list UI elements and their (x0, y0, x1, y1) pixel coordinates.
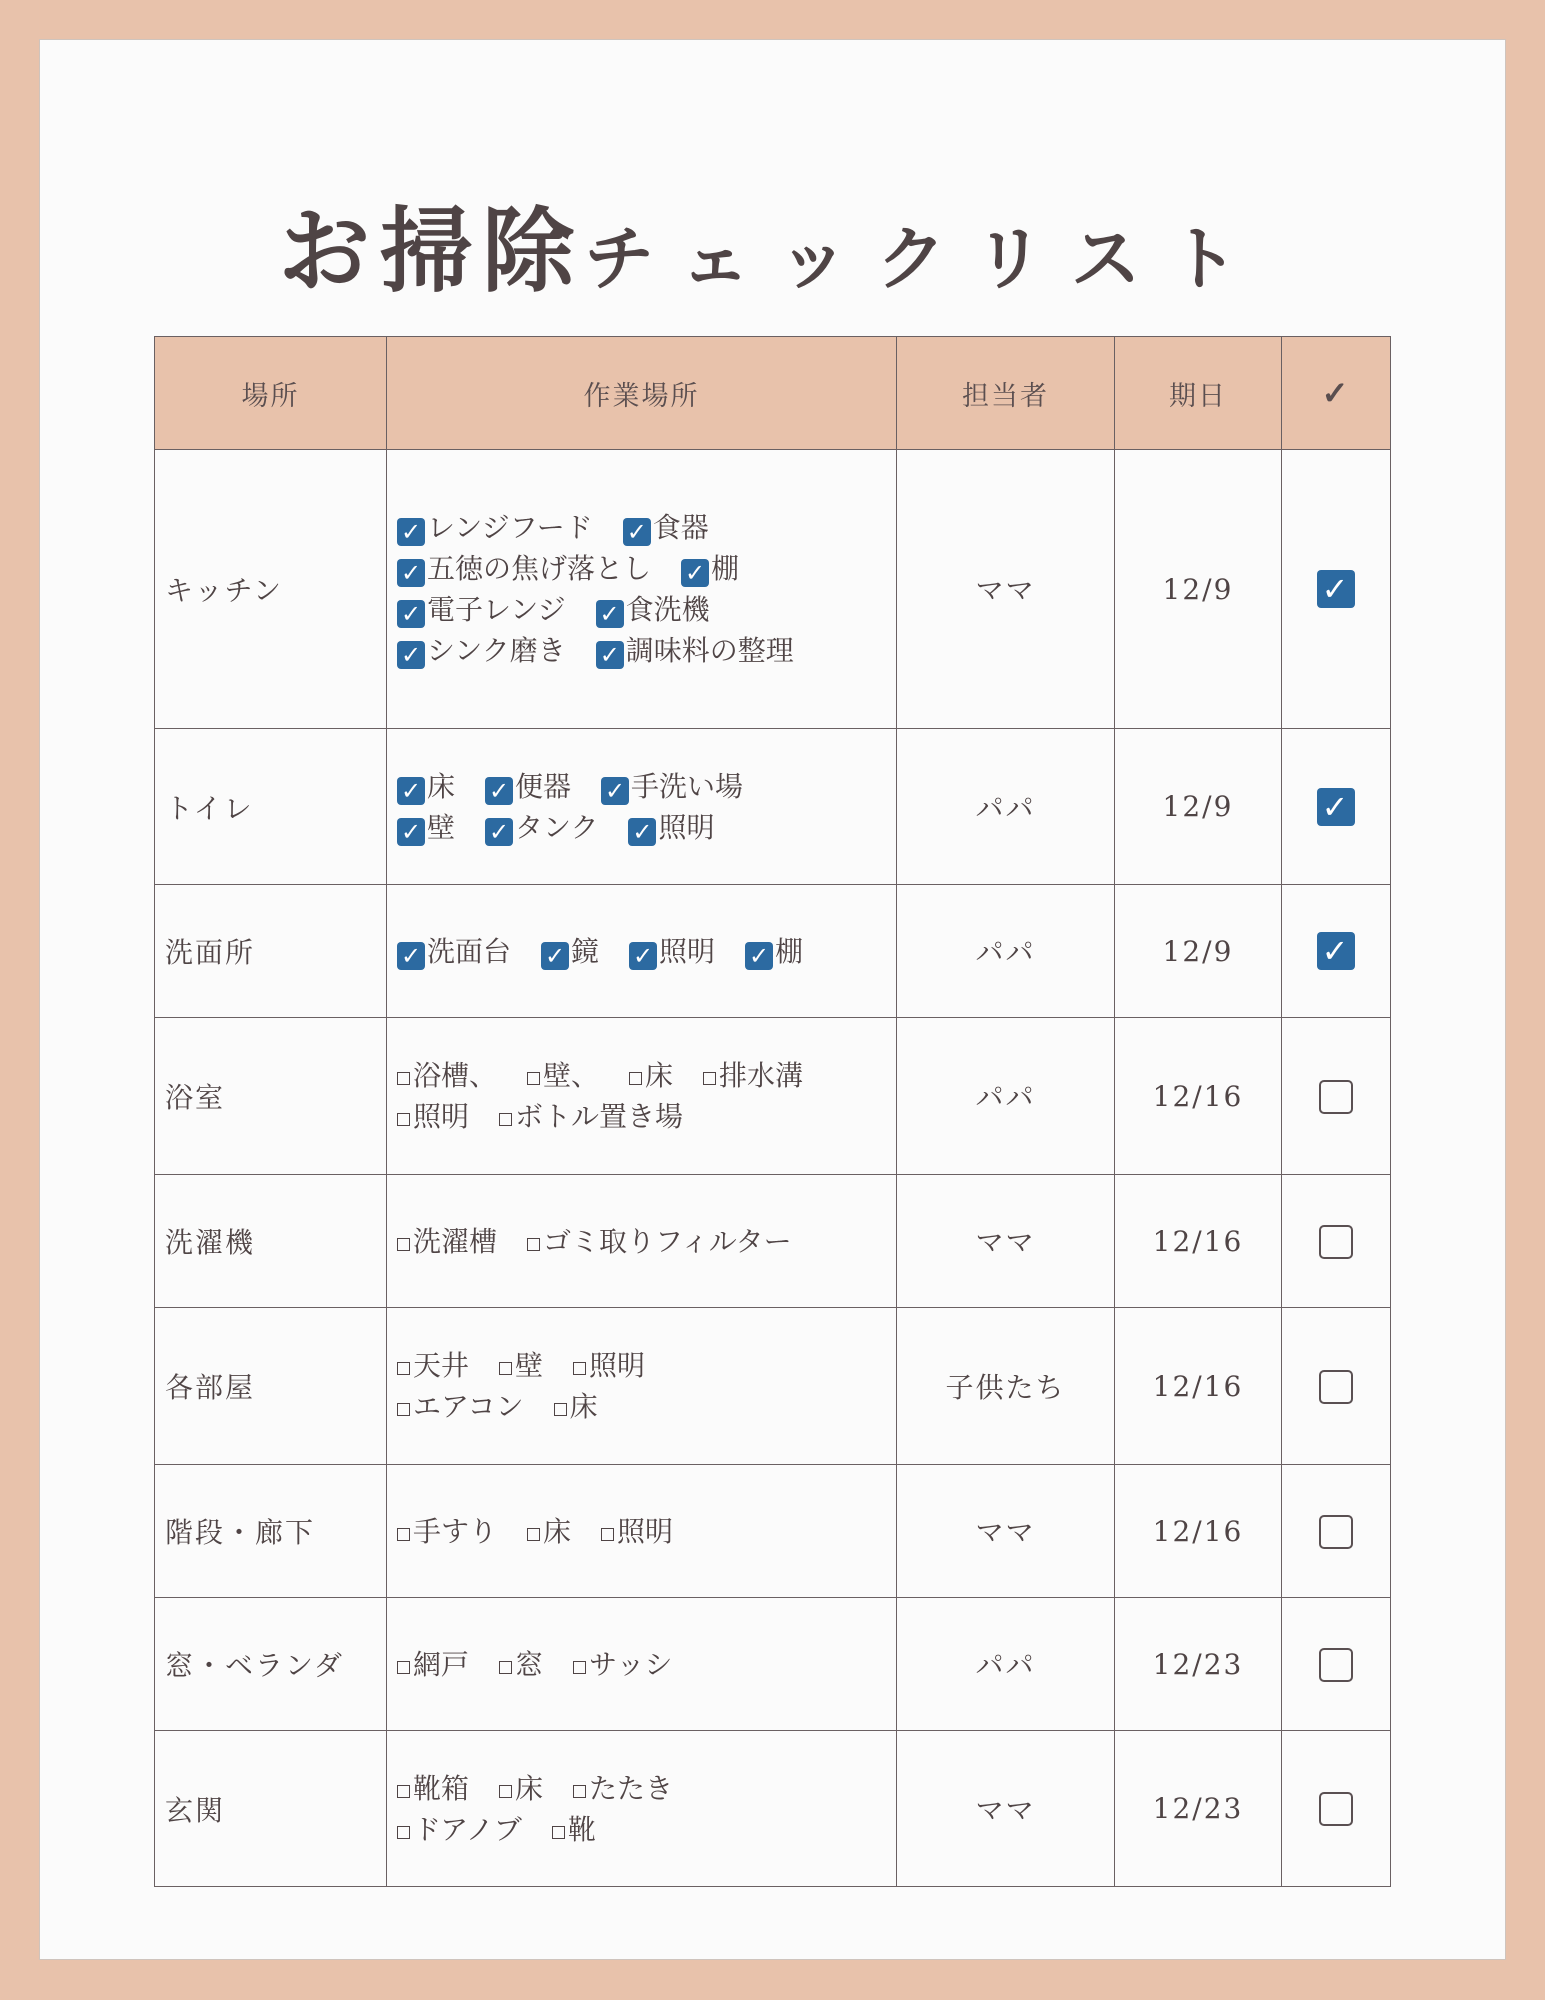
row-date: 12/9 (1115, 885, 1282, 1018)
task-line (397, 1644, 896, 1685)
row-done-cell (1282, 1018, 1391, 1175)
task-label: 手すり (413, 1514, 498, 1548)
checked-box-icon[interactable] (485, 818, 513, 846)
task-label: 五徳の焦げ落とし (427, 552, 652, 585)
empty-box-icon[interactable] (573, 1785, 586, 1798)
row-person: パパ (897, 1018, 1115, 1175)
row-done-cell (1282, 1175, 1391, 1308)
row-tasks (387, 1308, 897, 1465)
task-label: サッシ (589, 1647, 673, 1681)
task-line (397, 1345, 896, 1386)
task-line (397, 630, 896, 671)
task-item[interactable] (527, 1221, 792, 1262)
empty-box-icon[interactable] (629, 1072, 642, 1085)
empty-box-icon[interactable] (397, 1113, 410, 1126)
task-item[interactable] (397, 1644, 469, 1685)
row-date: 12/9 (1115, 450, 1282, 729)
checked-box-icon[interactable] (629, 942, 657, 970)
checked-box-icon[interactable] (745, 942, 773, 970)
task-label: 調味料の整理 (625, 634, 794, 667)
done-checkbox-checked-icon[interactable] (1317, 570, 1355, 608)
empty-box-icon[interactable] (397, 1528, 410, 1541)
title-rest: チェックリスト (584, 217, 1267, 300)
task-item[interactable] (499, 1644, 543, 1685)
task-item[interactable] (541, 931, 599, 972)
checked-box-icon[interactable] (397, 600, 425, 628)
task-label: 浴槽、 (413, 1059, 498, 1092)
row-person: パパ (897, 1598, 1115, 1731)
checked-box-icon[interactable] (397, 641, 425, 669)
task-line (397, 1768, 896, 1809)
row-place: 玄関 (155, 1731, 387, 1887)
task-item[interactable] (397, 1055, 497, 1096)
empty-box-icon[interactable] (397, 1403, 410, 1416)
row-tasks (387, 1465, 897, 1598)
task-label: 照明 (659, 934, 716, 968)
empty-box-icon[interactable] (397, 1362, 410, 1375)
task-label: 靴 (567, 1812, 596, 1846)
empty-box-icon[interactable] (703, 1072, 716, 1085)
checked-box-icon[interactable] (397, 818, 425, 846)
task-item[interactable] (527, 1055, 599, 1096)
done-checkbox-empty-icon[interactable] (1319, 1370, 1353, 1404)
task-label: 靴箱 (413, 1771, 470, 1805)
task-label: エアコン (413, 1390, 524, 1423)
task-item[interactable] (397, 1511, 497, 1552)
empty-box-icon[interactable] (397, 1826, 410, 1839)
row-done-cell (1282, 729, 1391, 885)
row-done-cell (1282, 1465, 1391, 1598)
task-label: 棚 (711, 552, 740, 585)
table-row (155, 1308, 1391, 1465)
checked-box-icon[interactable] (397, 559, 425, 587)
empty-box-icon[interactable] (527, 1528, 540, 1541)
task-label: たたき (589, 1771, 674, 1805)
task-label: 壁、 (543, 1059, 600, 1092)
task-item[interactable] (499, 1096, 683, 1137)
empty-box-icon[interactable] (397, 1238, 410, 1251)
task-label: 網戸 (413, 1647, 470, 1681)
task-item[interactable] (623, 507, 709, 548)
row-tasks (387, 450, 897, 729)
table-row (155, 450, 1391, 729)
empty-box-icon[interactable] (527, 1072, 540, 1085)
table-row (155, 1465, 1391, 1598)
task-label: 排水溝 (719, 1059, 804, 1092)
checked-box-icon[interactable] (596, 600, 624, 628)
task-label: レンジフード (427, 511, 593, 544)
row-tasks (387, 1175, 897, 1308)
row-tasks (387, 1018, 897, 1175)
task-item[interactable] (397, 1768, 469, 1809)
task-label: ゴミ取りフィルター (543, 1224, 792, 1258)
task-line (397, 1386, 896, 1427)
task-item[interactable] (554, 1386, 598, 1427)
checked-box-icon[interactable] (623, 518, 651, 546)
empty-box-icon[interactable] (397, 1785, 410, 1798)
row-done-cell (1282, 450, 1391, 729)
header-person: 担当者 (897, 337, 1115, 450)
task-item[interactable] (601, 766, 743, 807)
task-line (397, 548, 896, 589)
row-tasks (387, 729, 897, 885)
task-line (397, 1809, 896, 1850)
row-place: 各部屋 (155, 1308, 387, 1465)
page-title (40, 178, 1505, 310)
task-label: 床 (515, 1771, 544, 1805)
row-place: 洗濯機 (155, 1175, 387, 1308)
row-done-cell (1282, 885, 1391, 1018)
task-item[interactable] (596, 630, 794, 671)
row-date: 12/9 (1115, 729, 1282, 885)
table-row (155, 1731, 1391, 1887)
task-item[interactable] (628, 807, 714, 848)
task-label: 便器 (515, 769, 572, 803)
checked-box-icon[interactable] (541, 942, 569, 970)
task-label: 床 (427, 769, 456, 803)
task-item[interactable] (485, 766, 571, 807)
task-item[interactable] (552, 1809, 596, 1850)
task-item[interactable] (397, 630, 566, 671)
task-item[interactable] (397, 931, 511, 972)
row-person: パパ (897, 729, 1115, 885)
checked-box-icon[interactable] (628, 818, 656, 846)
row-done-cell (1282, 1731, 1391, 1887)
row-person: ママ (897, 1465, 1115, 1598)
row-date: 12/16 (1115, 1308, 1282, 1465)
empty-box-icon[interactable] (499, 1785, 512, 1798)
checked-box-icon[interactable] (681, 559, 709, 587)
checked-box-icon[interactable] (596, 641, 624, 669)
table-header-row (155, 337, 1391, 450)
done-checkbox-empty-icon[interactable] (1319, 1648, 1353, 1682)
row-person: 子供たち (897, 1308, 1115, 1465)
empty-box-icon[interactable] (573, 1362, 586, 1375)
task-line (397, 1221, 896, 1262)
row-done-cell (1282, 1308, 1391, 1465)
empty-box-icon[interactable] (601, 1528, 614, 1541)
task-item[interactable] (745, 931, 803, 972)
task-line (397, 1096, 896, 1137)
task-label: 照明 (413, 1100, 470, 1133)
row-place: 浴室 (155, 1018, 387, 1175)
task-item[interactable] (601, 1511, 673, 1552)
row-place: トイレ (155, 729, 387, 885)
task-label: 手洗い場 (631, 769, 744, 803)
task-item[interactable] (573, 1345, 645, 1386)
task-line (397, 807, 896, 848)
task-label: 照明 (658, 810, 715, 844)
row-place: 窓・ベランダ (155, 1598, 387, 1731)
row-person: ママ (897, 450, 1115, 729)
task-label: 洗面台 (427, 934, 512, 968)
empty-box-icon[interactable] (527, 1238, 540, 1251)
row-place: 階段・廊下 (155, 1465, 387, 1598)
task-label: 床 (569, 1390, 598, 1423)
header-tasks: 作業場所 (387, 337, 897, 450)
row-date: 12/16 (1115, 1465, 1282, 1598)
header-check: ✓ (1282, 337, 1391, 450)
task-label: 食洗機 (625, 593, 710, 626)
table-row (155, 729, 1391, 885)
table-row (155, 885, 1391, 1018)
row-person: パパ (897, 885, 1115, 1018)
task-label: シンク磨き (427, 634, 566, 667)
task-item[interactable] (573, 1644, 672, 1685)
task-item[interactable] (629, 1055, 673, 1096)
task-label: ドアノブ (413, 1812, 522, 1846)
task-label: 鏡 (571, 934, 600, 968)
task-label: 壁 (515, 1349, 544, 1382)
done-checkbox-checked-icon[interactable] (1317, 932, 1355, 970)
checked-box-icon[interactable] (485, 777, 513, 805)
empty-box-icon[interactable] (554, 1403, 567, 1416)
row-person: ママ (897, 1731, 1115, 1887)
task-label: 照明 (617, 1514, 674, 1548)
task-label: 照明 (589, 1349, 646, 1382)
task-label: 窓 (515, 1647, 544, 1681)
done-checkbox-empty-icon[interactable] (1319, 1515, 1353, 1549)
empty-box-icon[interactable] (397, 1661, 410, 1674)
task-item[interactable] (573, 1768, 673, 1809)
task-label: 電子レンジ (427, 593, 566, 626)
empty-box-icon[interactable] (499, 1362, 512, 1375)
task-label: 食器 (652, 511, 709, 544)
task-item[interactable] (397, 1386, 524, 1427)
row-place: 洗面所 (155, 885, 387, 1018)
header-place: 場所 (155, 337, 387, 450)
done-checkbox-empty-icon[interactable] (1319, 1225, 1353, 1259)
task-item[interactable] (397, 507, 593, 548)
table-row (155, 1175, 1391, 1308)
checked-box-icon[interactable] (601, 777, 629, 805)
empty-box-icon[interactable] (499, 1113, 512, 1126)
task-item[interactable] (527, 1511, 571, 1552)
task-line (397, 931, 896, 972)
task-item[interactable] (397, 548, 651, 589)
title-main: お掃除 (278, 197, 585, 305)
task-item[interactable] (397, 1809, 522, 1850)
checked-box-icon[interactable] (397, 518, 425, 546)
task-label: 天井 (413, 1349, 470, 1382)
checked-box-icon[interactable] (397, 942, 425, 970)
task-item[interactable] (629, 931, 715, 972)
row-place: キッチン (155, 450, 387, 729)
task-label: タンク (515, 810, 599, 844)
task-line (397, 1055, 896, 1096)
task-line (397, 766, 896, 807)
task-item[interactable] (397, 1345, 469, 1386)
task-item[interactable] (485, 807, 598, 848)
row-tasks (387, 885, 897, 1018)
task-item[interactable] (681, 548, 739, 589)
task-item[interactable] (499, 1768, 543, 1809)
task-item[interactable] (703, 1055, 803, 1096)
task-label: 床 (645, 1059, 674, 1092)
task-item[interactable] (397, 589, 566, 630)
task-item[interactable] (499, 1345, 543, 1386)
checked-box-icon[interactable] (397, 777, 425, 805)
task-item[interactable] (397, 1221, 497, 1262)
task-item[interactable] (397, 807, 455, 848)
empty-box-icon[interactable] (573, 1661, 586, 1674)
row-done-cell (1282, 1598, 1391, 1731)
task-line (397, 589, 896, 630)
task-item[interactable] (397, 1096, 469, 1137)
table-row (155, 1598, 1391, 1731)
task-item[interactable] (397, 766, 455, 807)
row-date: 12/23 (1115, 1598, 1282, 1731)
table-body (155, 450, 1391, 1887)
empty-box-icon[interactable] (397, 1072, 410, 1085)
done-checkbox-empty-icon[interactable] (1319, 1792, 1353, 1826)
task-line (397, 1511, 896, 1552)
row-date: 12/16 (1115, 1175, 1282, 1308)
table-row (155, 1018, 1391, 1175)
empty-box-icon[interactable] (499, 1661, 512, 1674)
task-label: 壁 (427, 810, 456, 844)
task-label: 棚 (775, 934, 804, 968)
row-tasks (387, 1731, 897, 1887)
task-label: 床 (543, 1514, 572, 1548)
row-tasks (387, 1598, 897, 1731)
done-checkbox-checked-icon[interactable] (1317, 788, 1355, 826)
cleaning-table (154, 336, 1391, 1887)
task-item[interactable] (596, 589, 710, 630)
row-person: ママ (897, 1175, 1115, 1308)
header-date: 期日 (1115, 337, 1282, 450)
task-label: ボトル置き場 (515, 1100, 684, 1133)
row-date: 12/16 (1115, 1018, 1282, 1175)
task-line (397, 507, 896, 548)
empty-box-icon[interactable] (552, 1826, 565, 1839)
task-label: 洗濯槽 (413, 1224, 498, 1258)
row-date: 12/23 (1115, 1731, 1282, 1887)
done-checkbox-empty-icon[interactable] (1319, 1080, 1353, 1114)
